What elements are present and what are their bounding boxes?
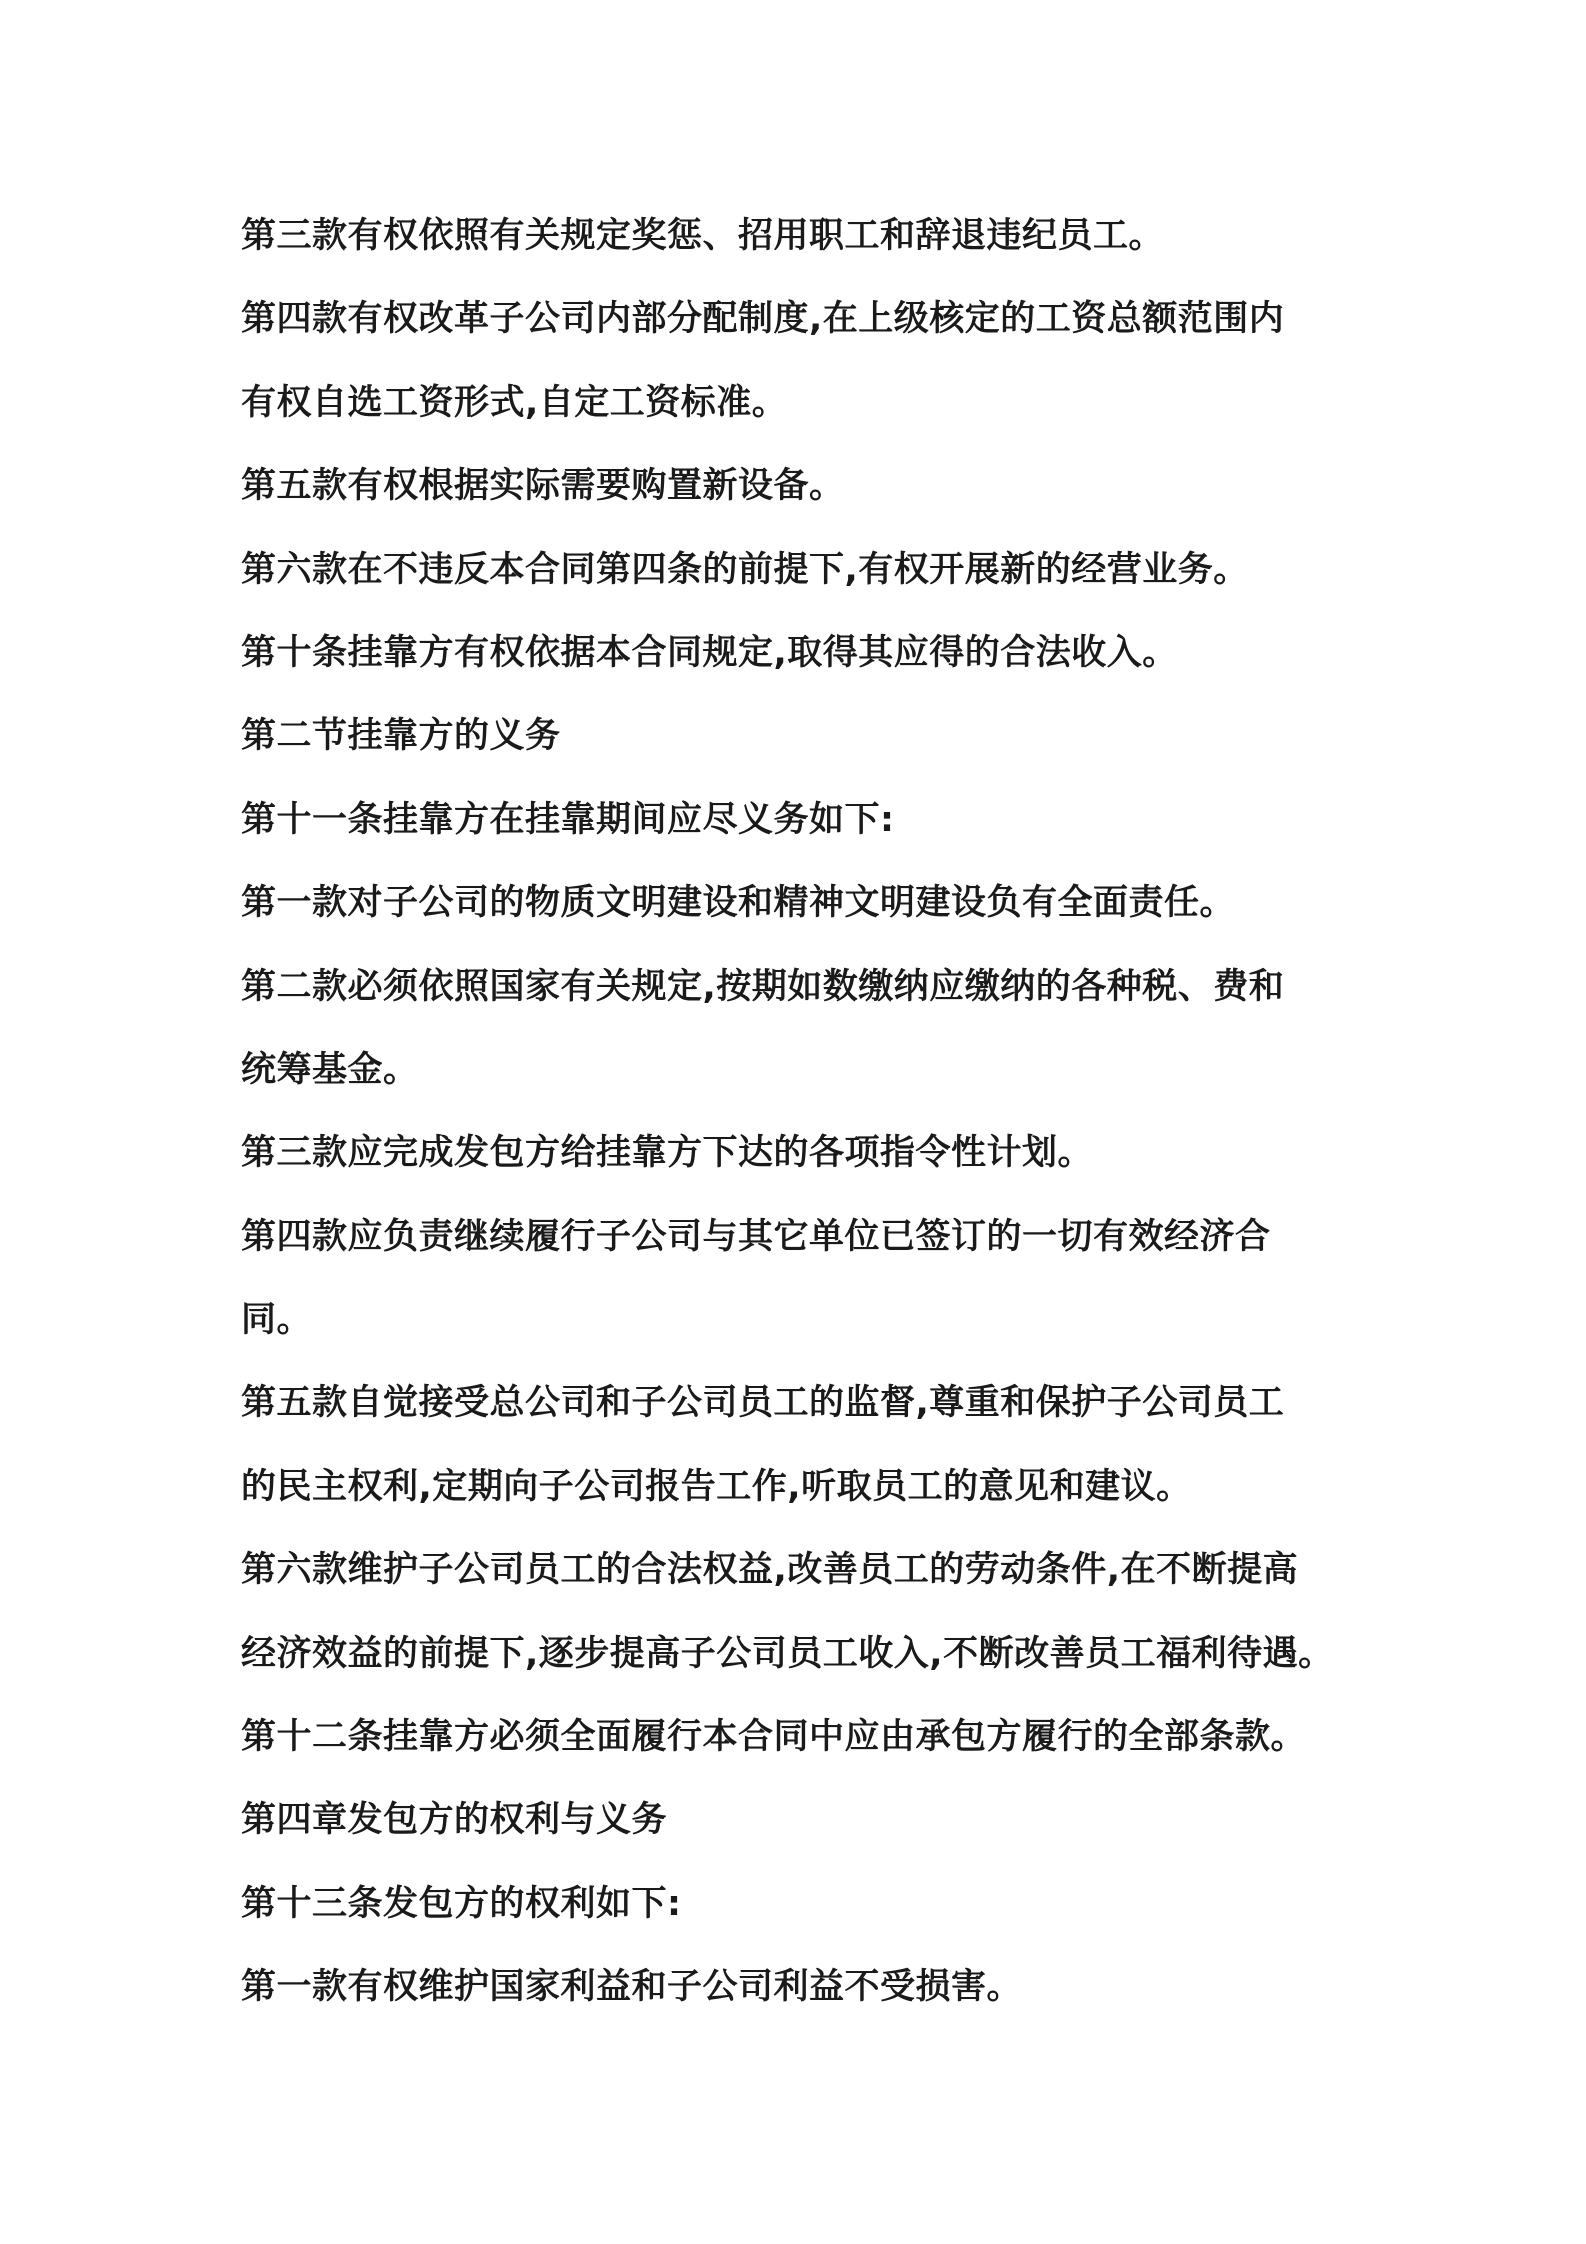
section-heading: 第二节挂靠方的义务 xyxy=(241,716,561,757)
document-body xyxy=(241,195,1371,2030)
text-line: 第六款维护子公司员工的合法权益,改善员工的劳动条件,在不断提高 xyxy=(241,1550,1299,1591)
text-line: 第十一条挂靠方在挂靠期间应尽义务如下: xyxy=(241,799,895,840)
text-line: 第四款有权改革子公司内部分配制度,在上级核定的工资总额范围内 xyxy=(241,299,1285,340)
text-line: 同。 xyxy=(241,1300,313,1341)
text-line: 第五款自觉接受总公司和子公司员工的监督,尊重和保护子公司员工 xyxy=(241,1383,1285,1424)
text-line: 第一款对子公司的物质文明建设和精神文明建设负有全面责任。 xyxy=(241,883,1236,924)
text-line: 统筹基金。 xyxy=(241,1049,419,1090)
text-line: 有权自选工资形式,自定工资标准。 xyxy=(241,382,788,423)
text-line: 第五款有权根据实际需要购置新设备。 xyxy=(241,466,845,507)
text-line: 第二款必须依照国家有关规定,按期如数缴纳应缴纳的各种税、费和 xyxy=(241,966,1285,1007)
text-line: 第十条挂靠方有权依据本合同规定,取得其应得的合法收入。 xyxy=(241,632,1178,673)
text-line: 第十二条挂靠方必须全面履行本合同中应由承包方履行的全部条款。 xyxy=(241,1717,1307,1758)
text-line: 第四款应负责继续履行子公司与其它单位已签订的一切有效经济合 xyxy=(241,1216,1271,1257)
text-line: 的民主权利,定期向子公司报告工作,听取员工的意见和建议。 xyxy=(241,1466,1192,1507)
text-line: 第三款应完成发包方给挂靠方下达的各项指令性计划。 xyxy=(241,1133,1094,1174)
text-line: 第六款在不违反本合同第四条的前提下,有权开展新的经营业务。 xyxy=(241,549,1249,590)
text-line: 第十三条发包方的权利如下: xyxy=(241,1883,682,1924)
text-line: 经济效益的前提下,逐步提高子公司员工收入,不断改善员工福利待遇。 xyxy=(241,1633,1334,1674)
text-line: 第一款有权维护国家利益和子公司利益不受损害。 xyxy=(241,1967,1023,2008)
chapter-heading: 第四章发包方的权利与义务 xyxy=(241,1800,668,1841)
text-line: 第三款有权依照有关规定奖惩、招用职工和辞退违纪员工。 xyxy=(241,216,1165,256)
